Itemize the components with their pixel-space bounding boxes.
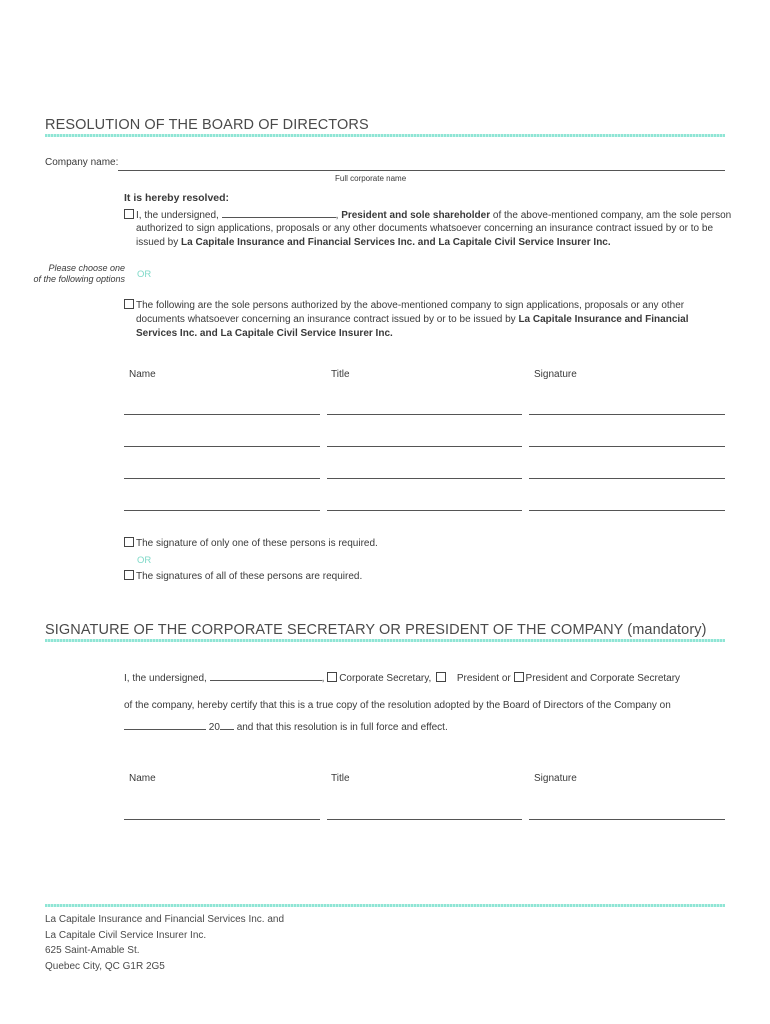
option2-line1: The following are the sole persons authorized by the above-mentioned company to sign applications, proposals or any other <box>136 300 685 311</box>
option2-line2-bold: La Capitale Insurance and Financial <box>518 314 689 325</box>
option1-bold-text: President and sole shareholder <box>341 210 491 221</box>
president-checkbox[interactable] <box>436 672 446 682</box>
column-title: Title <box>331 773 350 784</box>
sig-only-one-checkbox[interactable] <box>124 537 134 547</box>
corporate-secretary-checkbox[interactable] <box>327 672 337 682</box>
option-sole-shareholder: I, the undersigned, , President and sole shareholder of the above-mentioned company, am the sole person <box>124 208 731 224</box>
sig-only-one-option <box>124 537 378 552</box>
title-line-4[interactable] <box>327 510 522 511</box>
option1-line2: authorized to sign applications, proposals or any other documents whatsoever concerning an insurance contract issued by or to be <box>136 223 714 234</box>
section-divider <box>45 134 725 137</box>
section-divider <box>45 639 725 642</box>
option1-line3 <box>136 236 611 251</box>
signature-line-4[interactable] <box>529 510 725 511</box>
cert-line1: I, the undersigned, , Corporate Secretary, President or President and Corporate Secretary <box>124 673 681 684</box>
company-name-label: Company name: <box>45 157 119 168</box>
or-separator-1: OR <box>137 269 152 280</box>
option1-mid-text: of the above-mentioned company, am the sole person <box>492 210 732 221</box>
president-and-secretary-checkbox[interactable] <box>514 672 524 682</box>
column-signature: Signature <box>534 773 577 784</box>
section-title-signature: SIGNATURE OF THE CORPORATE SECRETARY OR PRESIDENT OF THE COMPANY (mandatory) <box>45 622 707 638</box>
signature-line-3[interactable] <box>529 478 725 479</box>
sig-all-checkbox[interactable] <box>124 570 134 580</box>
certifier-signature-line[interactable] <box>529 819 725 820</box>
title-line-3[interactable] <box>327 478 522 479</box>
full-corporate-name-caption: Full corporate name <box>335 174 407 183</box>
cert-line3-post: and that this resolution is in full force and effect. <box>236 722 448 733</box>
sig-only-one-text: The signature of only one of these persons is required. <box>136 538 378 549</box>
cert-line3 <box>124 720 448 736</box>
column-title: Title <box>331 369 350 380</box>
president-name-blank[interactable] <box>222 208 336 218</box>
signature-line-2[interactable] <box>529 446 725 447</box>
title-line-1[interactable] <box>327 414 522 415</box>
choose-note-line1: Please choose one <box>48 263 125 273</box>
sig-all-text: The signatures of all of these persons are required. <box>136 571 363 582</box>
company-name-field[interactable] <box>118 170 725 171</box>
footer-divider <box>45 904 725 907</box>
section-title-resolution: RESOLUTION OF THE BOARD OF DIRECTORS <box>45 117 369 133</box>
president-and-secretary-label: President and Corporate Secretary <box>525 673 681 684</box>
name-line-4[interactable] <box>124 510 320 511</box>
title-line-2[interactable] <box>327 446 522 447</box>
option2-line3-bold: Services Inc. and La Capitale Civil Service Insurer Inc. <box>136 328 393 339</box>
signature-line-1[interactable] <box>529 414 725 415</box>
year-blank[interactable] <box>220 720 234 730</box>
name-line-2[interactable] <box>124 446 320 447</box>
date-blank[interactable] <box>124 720 206 730</box>
option1-line3-pre: issued by <box>136 237 179 248</box>
choose-note-line2: of the following options <box>33 274 125 284</box>
column-signature: Signature <box>534 369 577 380</box>
footer-line3: 625 Saint-Amable St. <box>45 945 140 956</box>
option2-line2-pre: documents whatsoever concerning an insurance contract issued by or to be issued by <box>136 314 516 325</box>
footer-line2: La Capitale Civil Service Insurer Inc. <box>45 929 207 941</box>
certifier-title-line[interactable] <box>327 819 522 820</box>
footer-address <box>45 912 284 974</box>
option1-line3-bold: La Capitale Insurance and Financial Services Inc. and La Capitale Civil Service Insurer Inc. <box>181 237 611 248</box>
sig-all-option <box>124 570 362 585</box>
option2-line3 <box>136 327 393 342</box>
column-name: Name <box>129 369 156 380</box>
certifier-name-blank[interactable] <box>210 671 322 681</box>
year-prefix: 20 <box>208 722 220 733</box>
option-listed-persons <box>124 299 684 314</box>
or-separator-2: OR <box>137 555 152 566</box>
name-line-1[interactable] <box>124 414 320 415</box>
cert-line2: of the company, hereby certify that this is a true copy of the resolution adopted by the Board of Directors of the Company on <box>124 700 671 711</box>
cert-pre-text: I, the undersigned, <box>124 673 207 684</box>
corporate-secretary-label: Corporate Secretary, <box>339 673 432 684</box>
option1-checkbox[interactable] <box>124 209 134 219</box>
resolved-heading: It is hereby resolved: <box>124 192 230 204</box>
option2-line2 <box>136 313 689 328</box>
option2-checkbox[interactable] <box>124 299 134 309</box>
name-line-3[interactable] <box>124 478 320 479</box>
option1-pre-text: I, the undersigned, <box>136 210 219 221</box>
certifier-name-line[interactable] <box>124 819 320 820</box>
president-label: President or <box>456 673 511 684</box>
footer-line1: La Capitale Insurance and Financial Services Inc. and <box>45 914 285 925</box>
column-name: Name <box>129 773 156 784</box>
choose-one-note <box>25 263 125 285</box>
footer-line4: Quebec City, QC G1R 2G5 <box>45 960 165 972</box>
